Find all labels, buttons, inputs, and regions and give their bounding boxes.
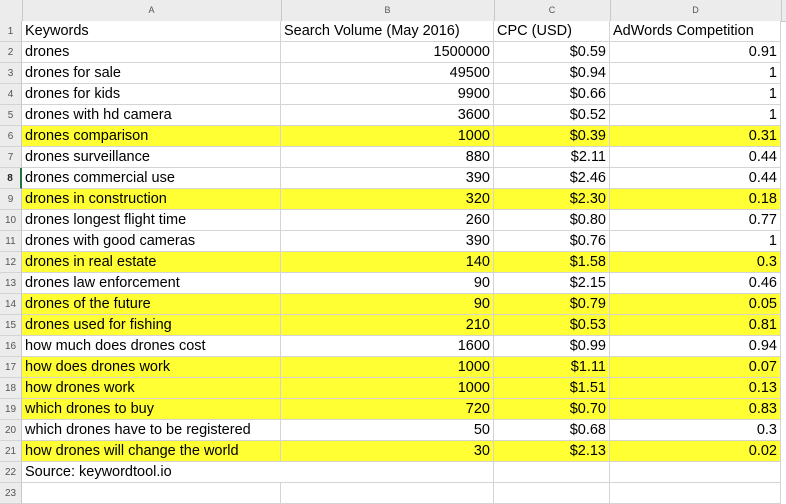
competition-cell[interactable]: 1 [610, 63, 781, 84]
search-volume-cell[interactable] [281, 462, 494, 483]
keyword-cell[interactable]: how drones work [22, 378, 281, 399]
keyword-cell[interactable] [22, 483, 281, 504]
search-volume-cell[interactable]: 720 [281, 399, 494, 420]
cpc-cell[interactable]: $0.76 [494, 231, 610, 252]
table-row [0, 126, 786, 147]
competition-cell[interactable]: 0.18 [610, 189, 781, 210]
competition-cell[interactable]: 0.46 [610, 273, 781, 294]
keyword-cell[interactable]: drones in construction [22, 189, 281, 210]
keyword-cell[interactable]: drones longest flight time [22, 210, 281, 231]
table-row [0, 189, 786, 210]
row-number[interactable]: 8 [0, 168, 22, 189]
competition-cell[interactable]: 0.31 [610, 126, 781, 147]
cpc-cell[interactable]: $2.11 [494, 147, 610, 168]
cpc-cell[interactable]: $1.58 [494, 252, 610, 273]
cpc-cell[interactable]: $2.46 [494, 168, 610, 189]
competition-cell[interactable]: 0.83 [610, 399, 781, 420]
search-volume-cell[interactable] [281, 483, 494, 504]
row-number[interactable]: 14 [0, 294, 22, 315]
column-header-row [0, 0, 786, 22]
cpc-cell[interactable]: $1.11 [494, 357, 610, 378]
keyword-cell[interactable]: drones law enforcement [22, 273, 281, 294]
competition-cell[interactable]: 0.94 [610, 336, 781, 357]
keyword-cell[interactable]: drones with good cameras [22, 231, 281, 252]
keyword-cell[interactable]: how drones will change the world [22, 441, 281, 462]
table-row [0, 462, 786, 483]
row-number[interactable]: 21 [0, 441, 22, 462]
competition-cell[interactable] [610, 462, 781, 483]
competition-cell[interactable]: 1 [610, 84, 781, 105]
cpc-cell[interactable]: $0.66 [494, 84, 610, 105]
cpc-cell[interactable]: $1.51 [494, 378, 610, 399]
column-header-d[interactable]: D [610, 0, 782, 21]
cpc-cell[interactable]: $0.68 [494, 420, 610, 441]
keyword-cell[interactable]: how much does drones cost [22, 336, 281, 357]
search-volume-cell[interactable]: 260 [281, 210, 494, 231]
table-row [0, 420, 786, 441]
competition-cell[interactable]: 0.05 [610, 294, 781, 315]
row-number[interactable]: 10 [0, 210, 22, 231]
row-number[interactable]: 7 [0, 147, 22, 168]
competition-cell[interactable]: 0.3 [610, 420, 781, 441]
column-header-c[interactable]: C [494, 0, 611, 21]
cpc-cell[interactable]: $0.53 [494, 315, 610, 336]
competition-cell[interactable] [610, 483, 781, 504]
header-search-volume-cell[interactable]: Search Volume (May 2016) [281, 21, 494, 42]
competition-cell[interactable]: 1 [610, 231, 781, 252]
table-row [0, 315, 786, 336]
competition-cell[interactable]: 0.44 [610, 147, 781, 168]
competition-cell[interactable]: 0.44 [610, 168, 781, 189]
keyword-cell[interactable]: Source: keywordtool.io [22, 462, 281, 483]
keyword-cell[interactable]: drones for sale [22, 63, 281, 84]
cpc-cell[interactable]: $0.70 [494, 399, 610, 420]
table-row [0, 105, 786, 126]
keyword-cell[interactable]: drones used for fishing [22, 315, 281, 336]
search-volume-cell[interactable]: 880 [281, 147, 494, 168]
competition-cell[interactable]: 0.02 [610, 441, 781, 462]
row-number[interactable]: 6 [0, 126, 22, 147]
competition-cell[interactable]: 0.81 [610, 315, 781, 336]
header-keyword-cell[interactable]: Keywords [22, 21, 281, 42]
table-row [0, 231, 786, 252]
table-row [0, 294, 786, 315]
table-row [0, 84, 786, 105]
keyword-cell[interactable]: drones of the future [22, 294, 281, 315]
row-number[interactable]: 22 [0, 462, 22, 483]
select-all-corner[interactable] [0, 0, 23, 21]
competition-cell[interactable]: 1 [610, 105, 781, 126]
search-volume-cell[interactable]: 1000 [281, 378, 494, 399]
keyword-cell[interactable]: drones for kids [22, 84, 281, 105]
header-cpc-cell[interactable]: CPC (USD) [494, 21, 610, 42]
cpc-cell[interactable]: $0.52 [494, 105, 610, 126]
search-volume-cell[interactable]: 390 [281, 168, 494, 189]
table-row [0, 483, 786, 504]
row-number[interactable]: 3 [0, 63, 22, 84]
search-volume-cell[interactable]: 1500000 [281, 42, 494, 63]
cpc-cell[interactable]: $0.39 [494, 126, 610, 147]
search-volume-cell[interactable]: 320 [281, 189, 494, 210]
search-volume-cell[interactable]: 1000 [281, 357, 494, 378]
row-number[interactable]: 19 [0, 399, 22, 420]
table-row [0, 441, 786, 462]
table-row [0, 378, 786, 399]
table-row [0, 147, 786, 168]
search-volume-cell[interactable]: 30 [281, 441, 494, 462]
row-number[interactable]: 18 [0, 378, 22, 399]
competition-cell[interactable]: 0.07 [610, 357, 781, 378]
keyword-cell[interactable]: drones commercial use [22, 168, 281, 189]
keyword-cell[interactable]: drones [22, 42, 281, 63]
row-number[interactable]: 1 [0, 21, 22, 42]
competition-cell[interactable]: 0.3 [610, 252, 781, 273]
keyword-cell[interactable]: how does drones work [22, 357, 281, 378]
keyword-cell[interactable]: drones in real estate [22, 252, 281, 273]
row-number[interactable]: 9 [0, 189, 22, 210]
row-number[interactable]: 5 [0, 105, 22, 126]
search-volume-cell[interactable]: 1600 [281, 336, 494, 357]
cpc-cell[interactable]: $0.99 [494, 336, 610, 357]
keyword-cell[interactable]: which drones have to be registered [22, 420, 281, 441]
row-number[interactable]: 23 [0, 483, 22, 504]
keyword-cell[interactable]: drones surveillance [22, 147, 281, 168]
search-volume-cell[interactable]: 90 [281, 273, 494, 294]
row-number[interactable]: 12 [0, 252, 22, 273]
row-number[interactable]: 4 [0, 84, 22, 105]
column-header-b[interactable]: B [281, 0, 495, 21]
table-row [0, 63, 786, 84]
search-volume-cell[interactable]: 50 [281, 420, 494, 441]
keyword-cell[interactable]: drones with hd camera [22, 105, 281, 126]
search-volume-cell[interactable]: 49500 [281, 63, 494, 84]
table-row [0, 273, 786, 294]
row-number[interactable]: 11 [0, 231, 22, 252]
row-number[interactable]: 17 [0, 357, 22, 378]
row-number[interactable]: 2 [0, 42, 22, 63]
row-number[interactable]: 16 [0, 336, 22, 357]
header-competition-cell[interactable]: AdWords Competition [610, 21, 781, 42]
search-volume-cell[interactable]: 3600 [281, 105, 494, 126]
table-row [0, 336, 786, 357]
cpc-cell[interactable]: $2.15 [494, 273, 610, 294]
cpc-cell[interactable] [494, 483, 610, 504]
table-row [0, 42, 786, 63]
column-header-a[interactable]: A [22, 0, 282, 21]
table-row [0, 210, 786, 231]
cpc-cell[interactable] [494, 462, 610, 483]
table-row [0, 21, 786, 42]
search-volume-cell[interactable]: 90 [281, 294, 494, 315]
cpc-cell[interactable]: $0.79 [494, 294, 610, 315]
cpc-cell[interactable]: $2.30 [494, 189, 610, 210]
keyword-cell[interactable]: which drones to buy [22, 399, 281, 420]
keyword-cell[interactable]: drones comparison [22, 126, 281, 147]
search-volume-cell[interactable]: 9900 [281, 84, 494, 105]
table-row [0, 357, 786, 378]
cpc-cell[interactable]: $2.13 [494, 441, 610, 462]
competition-cell[interactable]: 0.77 [610, 210, 781, 231]
cpc-cell[interactable]: $0.94 [494, 63, 610, 84]
search-volume-cell[interactable]: 210 [281, 315, 494, 336]
table-row [0, 399, 786, 420]
search-volume-cell[interactable]: 390 [281, 231, 494, 252]
search-volume-cell[interactable]: 1000 [281, 126, 494, 147]
competition-cell[interactable]: 0.13 [610, 378, 781, 399]
competition-cell[interactable]: 0.91 [610, 42, 781, 63]
table-row [0, 252, 786, 273]
search-volume-cell[interactable]: 140 [281, 252, 494, 273]
table-row [0, 168, 786, 189]
row-number[interactable]: 15 [0, 315, 22, 336]
cpc-cell[interactable]: $0.80 [494, 210, 610, 231]
row-number[interactable]: 13 [0, 273, 22, 294]
row-number[interactable]: 20 [0, 420, 22, 441]
cpc-cell[interactable]: $0.59 [494, 42, 610, 63]
